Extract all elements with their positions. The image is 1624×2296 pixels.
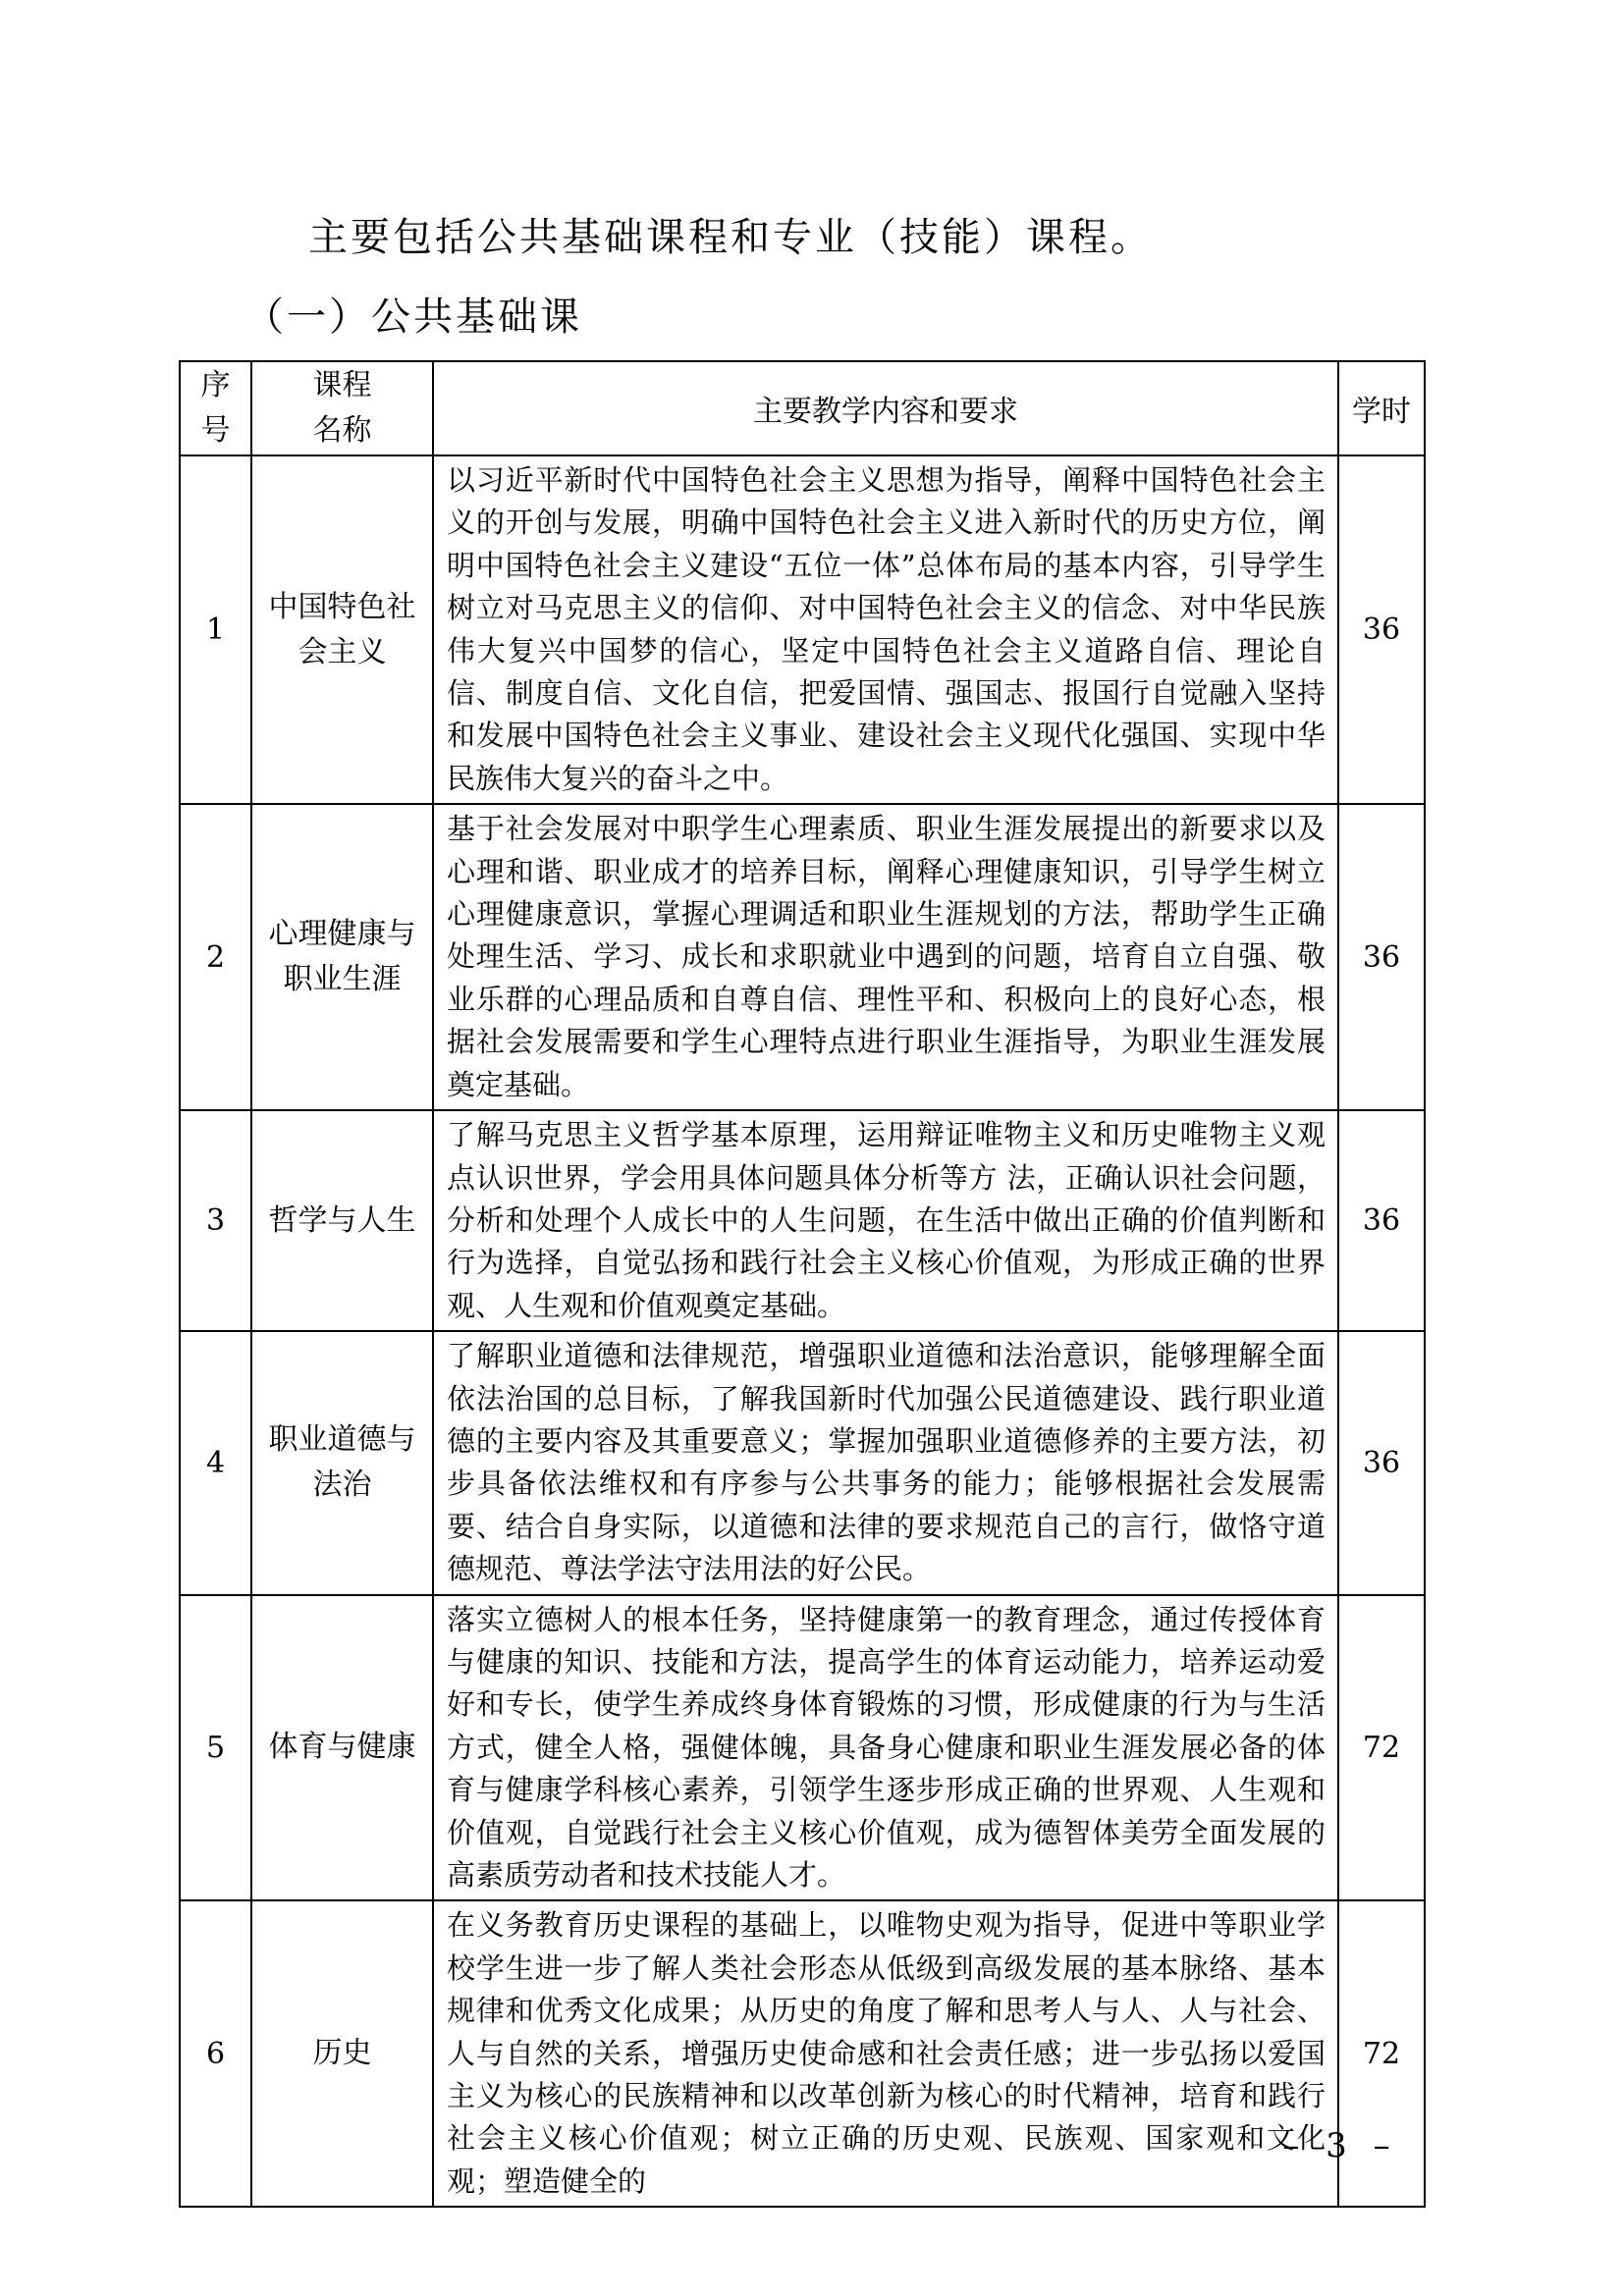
header-cell-no: [180, 361, 251, 455]
header-cell-content: 主要教学内容和要求: [433, 361, 1338, 455]
course-name: 体育与健康: [251, 1595, 433, 1901]
table-row: [180, 1110, 1425, 1331]
course-content: 以习近平新时代中国特色社会主义思想为指导，阐释中国特色社会主义的开创与发展，明确中国特色社会主义进入新时代的历史方位，阐明中国特色社会主义建设“五位一体”总体布局的基本内容，引导学生树立对马克思主义的信仰、对中国特色社会主义的信念、对中华民族伟大复兴中国梦的信心，坚定中国特色社会主义道路自信、理论自信、制度自信、文化自信，把爱国情、强国志、报国行自觉融入坚持和发展中国特色社会主义事业、建设社会主义现代化强国、实现中华民族伟大复兴的奋斗之中。: [433, 455, 1338, 804]
header-name-label: 课程名称: [312, 368, 372, 448]
course-content: 基于社会发展对中职学生心理素质、职业生涯发展提出的新要求以及心理和谐、职业成才的培养目标，阐释心理健康知识，引导学生树立心理健康意识，掌握心理调适和职业生涯规划的方法，帮助学生正确处理生活、学习、成长和求职就业中遇到的问题，培育自立自强、敬业乐群的心理品质和自尊自信、理性平和、积极向上的良好心态，根据社会发展需要和学生心理特点进行职业生涯指导，为职业生涯发展奠定基础。: [433, 804, 1338, 1110]
course-name: 中国特色社会主义: [251, 455, 433, 804]
table-row: [180, 1595, 1425, 1901]
course-number: 5: [180, 1595, 251, 1901]
table-row: [180, 455, 1425, 804]
course-name: 职业道德与法治: [251, 1331, 433, 1594]
header-cell-hours: 学时: [1338, 361, 1425, 455]
intro-paragraph: 主要包括公共基础课程和专业（技能）课程。: [308, 215, 1153, 260]
course-hours: 72: [1338, 1900, 1425, 2207]
course-content: 落实立德树人的根本任务，坚持健康第一的教育理念，通过传授体育与健康的知识、技能和方法，提高学生的体育运动能力，培养运动爱好和专长，使学生养成终身体育锻炼的习惯，形成健康的行为与生活方式，健全人格，强健体魄，具备身心健康和职业生涯发展必备的体育与健康学科核心素养，引领学生逐步形成正确的世界观、人生观和价值观，自觉践行社会主义核心价值观，成为德智体美劳全面发展的高素质劳动者和技术技能人才。: [433, 1595, 1338, 1901]
section-heading: （一）公共基础课: [244, 294, 582, 340]
course-table: [179, 360, 1426, 2208]
course-number: 3: [180, 1110, 251, 1331]
course-name: 心理健康与职业生涯: [251, 804, 433, 1110]
table-row: [180, 1900, 1425, 2207]
course-name: 哲学与人生: [251, 1110, 433, 1331]
table-header-row: [180, 361, 1425, 455]
course-hours: 36: [1338, 455, 1425, 804]
course-number: 6: [180, 1900, 251, 2207]
course-content: 了解职业道德和法律规范，增强职业道德和法治意识，能够理解全面依法治国的总目标，了解我国新时代加强公民道德建设、践行职业道德的主要内容及其重要意义；掌握加强职业道德修养的主要方法，初步具备依法维权和有序参与公共事务的能力；能够根据社会发展需要、结合自身实际，以道德和法律的要求规范自己的言行，做恪守道德规范、尊法学法守法用法的好公民。: [433, 1331, 1338, 1594]
course-hours: 36: [1338, 1110, 1425, 1331]
table-row: [180, 1331, 1425, 1594]
course-number: 4: [180, 1331, 251, 1594]
table-row: [180, 804, 1425, 1110]
header-cell-name: [251, 361, 433, 455]
course-name: 历史: [251, 1900, 433, 2207]
course-hours: 36: [1338, 1331, 1425, 1594]
course-hours: 36: [1338, 804, 1425, 1110]
course-hours: 72: [1338, 1595, 1425, 1901]
page-number: – 3 –: [1282, 2126, 1398, 2165]
course-number: 1: [180, 455, 251, 804]
course-content: 在义务教育历史课程的基础上，以唯物史观为指导，促进中等职业学校学生进一步了解人类社会形态从低级到高级发展的基本脉络、基本规律和优秀文化成果；从历史的角度了解和思考人与人、人与社会、人与自然的关系，增强历史使命感和社会责任感；进一步弘扬以爱国主义为核心的民族精神和以改革创新为核心的时代精神，培育和践行社会主义核心价值观；树立正确的历史观、民族观、国家观和文化观；塑造健全的: [433, 1900, 1338, 2207]
header-no-label: 序号: [200, 368, 231, 448]
course-number: 2: [180, 804, 251, 1110]
course-content: 了解马克思主义哲学基本原理，运用辩证唯物主义和历史唯物主义观点认识世界，学会用具体问题具体分析等方 法，正确认识社会问题，分析和处理个人成长中的人生问题，在生活中做出正确的价值判断和行为选择，自觉弘扬和践行社会主义核心价值观，为形成正确的世界观、人生观和价值观奠定基础。: [433, 1110, 1338, 1331]
